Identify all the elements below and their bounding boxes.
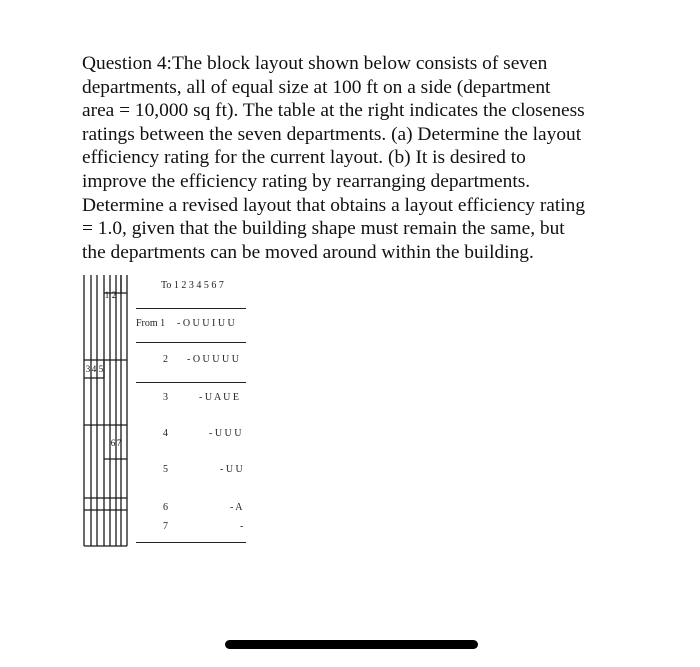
dept-label-4: 4 bbox=[91, 364, 97, 374]
row-dept-6: 6 bbox=[163, 502, 168, 513]
question-line: ratings between the seven departments. (a) Determine the layout bbox=[82, 123, 582, 145]
table-divider bbox=[136, 542, 246, 543]
row-ratings-5: - U U bbox=[220, 464, 243, 475]
dept-label-5: 5 bbox=[98, 364, 104, 374]
question-line: the departments can be moved around within the building. bbox=[82, 241, 534, 263]
row-ratings-3: - U A U E bbox=[199, 392, 239, 403]
dept-label-2: 2 bbox=[111, 290, 117, 300]
row-ratings-7: - bbox=[240, 521, 244, 532]
question-line: Determine a revised layout that obtains a layout efficiency rating bbox=[82, 194, 586, 216]
row-ratings-6: - A bbox=[230, 502, 243, 513]
dept-label-3: 3 bbox=[85, 364, 91, 374]
row-dept-4: 4 bbox=[163, 428, 168, 439]
row-dept-3: 3 bbox=[163, 392, 168, 403]
question-line: efficiency rating for the current layout. (b) It is desired to bbox=[82, 147, 526, 169]
from-label: From 1 bbox=[136, 318, 166, 329]
question-line: area = 10,000 sq ft). The table at the right indicates the closeness bbox=[82, 100, 585, 122]
dept-label-6: 6 bbox=[110, 438, 116, 448]
question-line: improve the efficiency rating by rearranging departments. bbox=[82, 170, 531, 192]
row-ratings-1: - O U U I U U bbox=[177, 318, 235, 329]
question-line: = 1.0, given that the building shape must remain the same, but bbox=[82, 218, 565, 240]
dept-label-1: 1 bbox=[104, 290, 110, 300]
row-dept-5: 5 bbox=[163, 464, 168, 475]
question-line: departments, all of equal size at 100 ft on a side (department bbox=[82, 76, 551, 98]
row-dept-2: 2 bbox=[163, 354, 168, 365]
dept-label-7: 7 bbox=[116, 438, 122, 448]
home-indicator[interactable] bbox=[225, 640, 478, 649]
row-ratings-2: - O U U U U bbox=[187, 354, 239, 365]
question-line: Question 4:The block layout shown below consists of seven bbox=[82, 53, 548, 74]
row-ratings-4: - U U U bbox=[209, 428, 242, 439]
table-header: To 1 2 3 4 5 6 7 bbox=[161, 280, 224, 291]
table-divider bbox=[136, 308, 246, 309]
row-dept-7: 7 bbox=[163, 521, 168, 532]
table-divider bbox=[136, 342, 246, 343]
table-divider bbox=[136, 382, 246, 383]
